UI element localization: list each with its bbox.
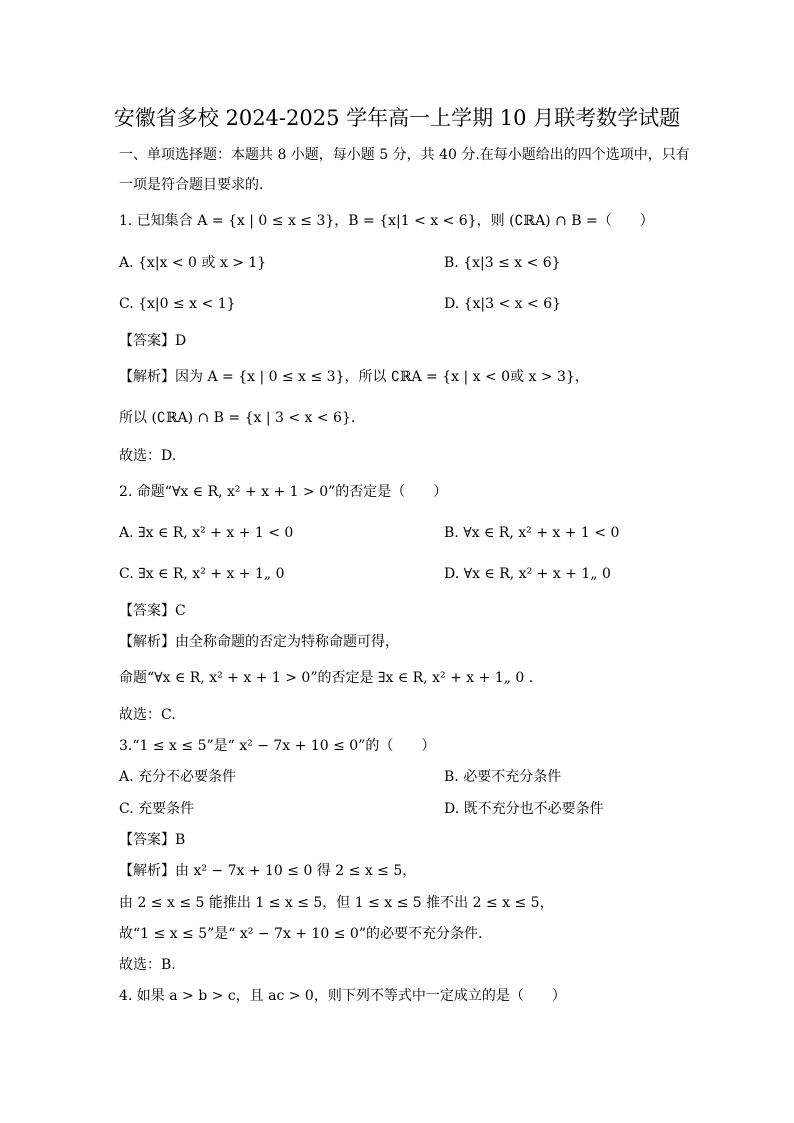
q2-option-a: A. ∃x ∈ R, x² + x + 1 < 0 [119, 525, 294, 541]
q1-answer: 【答案】D [119, 333, 187, 349]
q3-stem: 3.“1 ≤ x ≤ 5”是“ x² − 7x + 10 ≤ 0”的（ ） [119, 738, 436, 754]
q1-option-a: A. {x|x < 0 或 x > 1} [119, 255, 267, 271]
q3-option-a: A. 充分不必要条件 [119, 769, 237, 785]
q2-option-d: D. ∀x ∈ R, x² + x + 1„ 0 [444, 566, 611, 582]
q2-stem: 2. 命题“∀x ∈ R, x² + x + 1 > 0”的否定是（ ） [119, 484, 448, 500]
q3-option-c: C. 充要条件 [119, 801, 195, 817]
q2-explanation-1: 【解析】由全称命题的否定为特称命题可得， [119, 634, 399, 650]
q3-explanation-2: 由 2 ≤ x ≤ 5 能推出 1 ≤ x ≤ 5，但 1 ≤ x ≤ 5 推不出 2 ≤ x ≤ 5， [119, 895, 554, 911]
q3-explanation-3: 故“1 ≤ x ≤ 5”是“ x² − 7x + 10 ≤ 0”的必要不充分条件. [119, 926, 483, 942]
q1-explanation-3: 故选：D. [119, 448, 177, 464]
q1-stem: 1. 已知集合 A = {x | 0 ≤ x ≤ 3}，B = {x|1 < x < 6}，则 (∁ℝA) ∩ B =（ ） [119, 213, 654, 229]
q3-answer: 【答案】B [119, 832, 186, 848]
q1-explanation-2: 所以 (∁ℝA) ∩ B = {x | 3 < x < 6}. [119, 410, 356, 426]
q2-option-b: B. ∀x ∈ R, x² + x + 1 < 0 [444, 525, 620, 541]
section-heading-line2: 一项是符合题目要求的. [119, 177, 264, 193]
q4-stem: 4. 如果 a > b > c，且 ac > 0，则下列不等式中一定成立的是（ ） [119, 988, 566, 1004]
q1-option-b: B. {x|3 ≤ x < 6} [444, 255, 561, 271]
q1-option-c: C. {x|0 ≤ x < 1} [119, 296, 236, 312]
q2-answer: 【答案】C [119, 603, 186, 619]
exam-title: 安徽省多校 2024-2025 学年高一上学期 10 月联考数学试题 [113, 106, 681, 130]
q3-explanation-1: 【解析】由 x² − 7x + 10 ≤ 0 得 2 ≤ x ≤ 5， [119, 863, 417, 879]
q2-explanation-3: 故选：C. [119, 707, 176, 723]
q3-option-b: B. 必要不充分条件 [444, 769, 562, 785]
q3-explanation-4: 故选：B. [119, 957, 176, 973]
q1-explanation-1: 【解析】因为 A = {x | 0 ≤ x ≤ 3}，所以 ∁ℝA = {x | x < 0或 x > 3}， [119, 369, 589, 385]
q1-option-d: D. {x|3 < x < 6} [444, 296, 562, 312]
q3-option-d: D. 既不充分也不必要条件 [444, 801, 604, 817]
section-heading-line1: 一、单项选择题：本题共 8 小题，每小题 5 分，共 40 分.在每小题给出的四个选项中，只有 [119, 147, 690, 163]
q2-option-c: C. ∃x ∈ R, x² + x + 1„ 0 [119, 566, 285, 582]
q2-explanation-2: 命题“∀x ∈ R, x² + x + 1 > 0”的否定是 ∃x ∈ R, x² + x + 1„ 0 . [119, 670, 534, 686]
